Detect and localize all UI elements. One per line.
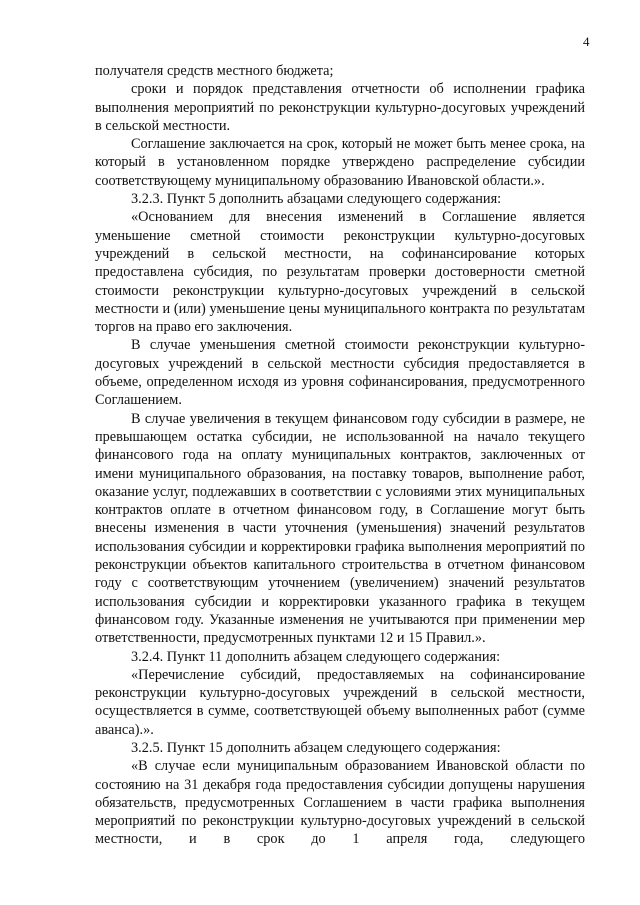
paragraph: сроки и порядок представления отчетности об исполнении графика выполнения мероприятий по реконструкции культурно-досуговых учреждений в сельской местности.	[95, 81, 585, 134]
paragraph: В случае увеличения в текущем финансовом году субсидии в размере, не превышающем остатка субсидии, не использованной на начало текущего финансового года на оплату муниципальных контрактов, заключенных от имени муниципального образования, на поставку товаров, выполнение работ, оказание услуг, подлежавших в соответствии с условиями этих муниципальных контрактов оплате в отчетном финансовом году, в Соглашение могут быть внесены изменения в части уточнения (уменьшения) значений результатов использования субсидии и корректировки графика выполнения мероприятий по реконструкции объектов капитального строительства в отчетном финансовом году с соответствующим уточнением (увеличением) значений результатов использования субсидии и корректировки указанного графика в текущем финансовом году. Указанные изменения не учитываются при применении мер ответственности, предусмотренных пунктами 12 и 15 Правил.».	[95, 410, 585, 647]
paragraph: «В случае если муниципальным образованием Ивановской области по состоянию на 31 декабря года предоставления субсидии допущены нарушения обязательств, предусмотренных Соглашением в части графика выполнения мероприятий по реконструкции культурно-досуговых учреждений в сельской местности, и в срок до 1 апреля года, следующего	[95, 758, 585, 848]
paragraph: «Основанием для внесения изменений в Соглашение является уменьшение сметной стоимости реконструкции культурно-досуговых учреждений в сельской местности, на софинансирование которых предоставлена субсидия, по результатам проверки достоверности сметной стоимости реконструкции культурно-досуговых учреждений в сельской местности и (или) уменьшение цены муниципального контракта по результатам торгов на право его заключения.	[95, 209, 585, 336]
paragraph: «Перечисление субсидий, предоставляемых на софинансирование реконструкции культурно-досуговых учреждений в сельской местности, осуществляется в сумме, соответствующей объему выполненных работ (сумме аванса).».	[95, 666, 585, 738]
page-number: 4	[583, 34, 590, 49]
paragraph-heading-3-2-3: 3.2.3. Пункт 5 дополнить абзацами следующего содержания:	[131, 191, 502, 208]
paragraph: Соглашение заключается на срок, который не может быть менее срока, на который в установленном порядке утверждено распределение субсидии соответствующему муниципальному образованию Ивановской области.».	[95, 136, 585, 189]
paragraph-heading-3-2-5: 3.2.5. Пункт 15 дополнить абзацем следующего содержания:	[131, 739, 501, 756]
document-body	[95, 62, 585, 849]
paragraph: В случае уменьшения сметной стоимости реконструкции культурно-досуговых учреждений в сельской местности субсидия предоставляется в объеме, определенном исходя из уровня софинансирования, предусмотренного Соглашением.	[95, 337, 585, 409]
paragraph-heading-3-2-4: 3.2.4. Пункт 11 дополнить абзацем следующего содержания:	[131, 648, 501, 665]
paragraph: получателя средств местного бюджета;	[95, 63, 334, 79]
